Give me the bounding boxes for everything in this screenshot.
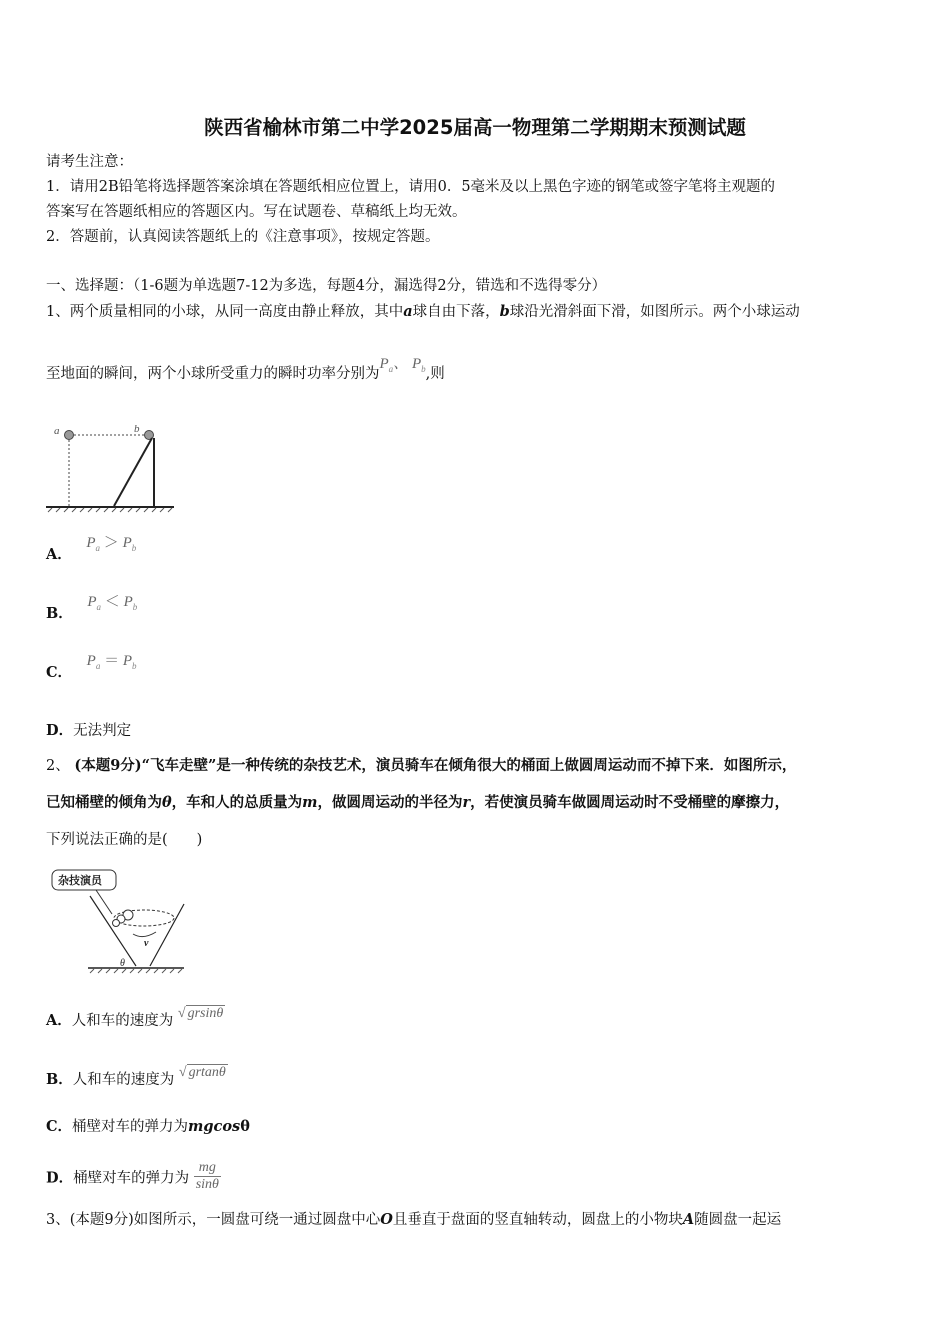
- fig-theta: θ: [120, 958, 125, 969]
- notice-heading: 请考生注意：: [46, 154, 133, 170]
- q2-line-3: 下列说法正确的是( ): [46, 832, 203, 848]
- ball-a: [65, 431, 74, 440]
- q2-option-d[interactable]: D．桶壁对车的弹力为 $\frac{mg}{\sin\theta}$: [46, 1160, 219, 1192]
- notice-line-2: 答案写在答题纸相应的答题区内。写在试题卷、草稿纸上均无效。: [46, 204, 467, 220]
- q1-figure: [44, 420, 178, 514]
- fig-v: v: [144, 938, 149, 949]
- notice-line-3: 2．答题前，认真阅读答题纸上的《注意事项》，按规定答题。: [46, 229, 440, 245]
- q1-option-b[interactable]: B． $P_a < P_b$: [46, 594, 138, 622]
- q1-option-d[interactable]: D．无法判定: [46, 722, 132, 739]
- q1-option-a[interactable]: A． $P_a > P_b$: [46, 535, 137, 563]
- notice-line-1: 1．请用2B铅笔将选择题答案涂填在答题纸相应位置上，请用0．5毫米及以上黑色字迹的钢笔或签字笔将主观题的: [46, 179, 776, 195]
- section-heading: 一、选择题：（1-6题为单选题7-12为多选，每题4分，漏选得2分，错选和不选得零分）: [46, 278, 607, 294]
- page-title: 陕西省榆林市第二中学2025届高一物理第二学期期末预测试题: [204, 116, 746, 139]
- q2-line-1: 2、 (本题9分)“飞车走壁”是一种传统的杂技艺术，演员骑车在倾角很大的桶面上做圆周运动而不掉下来．如图所示，: [46, 757, 797, 774]
- incline: [114, 438, 152, 506]
- q1-line-2: 至地面的瞬间，两个小球所受重力的瞬时功率分别为$P_a$、 $P_b$,则: [46, 356, 445, 382]
- q1-option-c[interactable]: C． $P_a = P_b$: [46, 653, 137, 681]
- q2-option-b[interactable]: B．人和车的速度为 √ grtanθ: [46, 1065, 226, 1088]
- fig-callout: 杂技演员: [58, 874, 102, 887]
- q2-line-2: 已知桶壁的倾角为θ，车和人的总质量为m，做圆周运动的半径为r，若使演员骑车做圆周运动时不受桶壁的摩擦力，: [46, 794, 790, 811]
- q2-figure: [48, 866, 188, 976]
- fig-label-a: a: [54, 425, 60, 437]
- q1-line-1: 1、两个质量相同的小球，从同一高度由静止释放，其中a球自由下落，b球沿光滑斜面下滑，如图所示。两个小球运动: [46, 303, 800, 320]
- q2-option-a[interactable]: A．人和车的速度为 √ grsinθ: [46, 1006, 224, 1029]
- q2-option-c[interactable]: C．桶壁对车的弹力为mgcosθ: [46, 1118, 250, 1135]
- fig-label-b: b: [134, 423, 140, 435]
- q3-line-1: 3、(本题9分)如图所示，一圆盘可绕一通过圆盘中心O且垂直于盘面的竖直轴转动，圆盘上的小物块A随圆盘一起运: [46, 1211, 782, 1228]
